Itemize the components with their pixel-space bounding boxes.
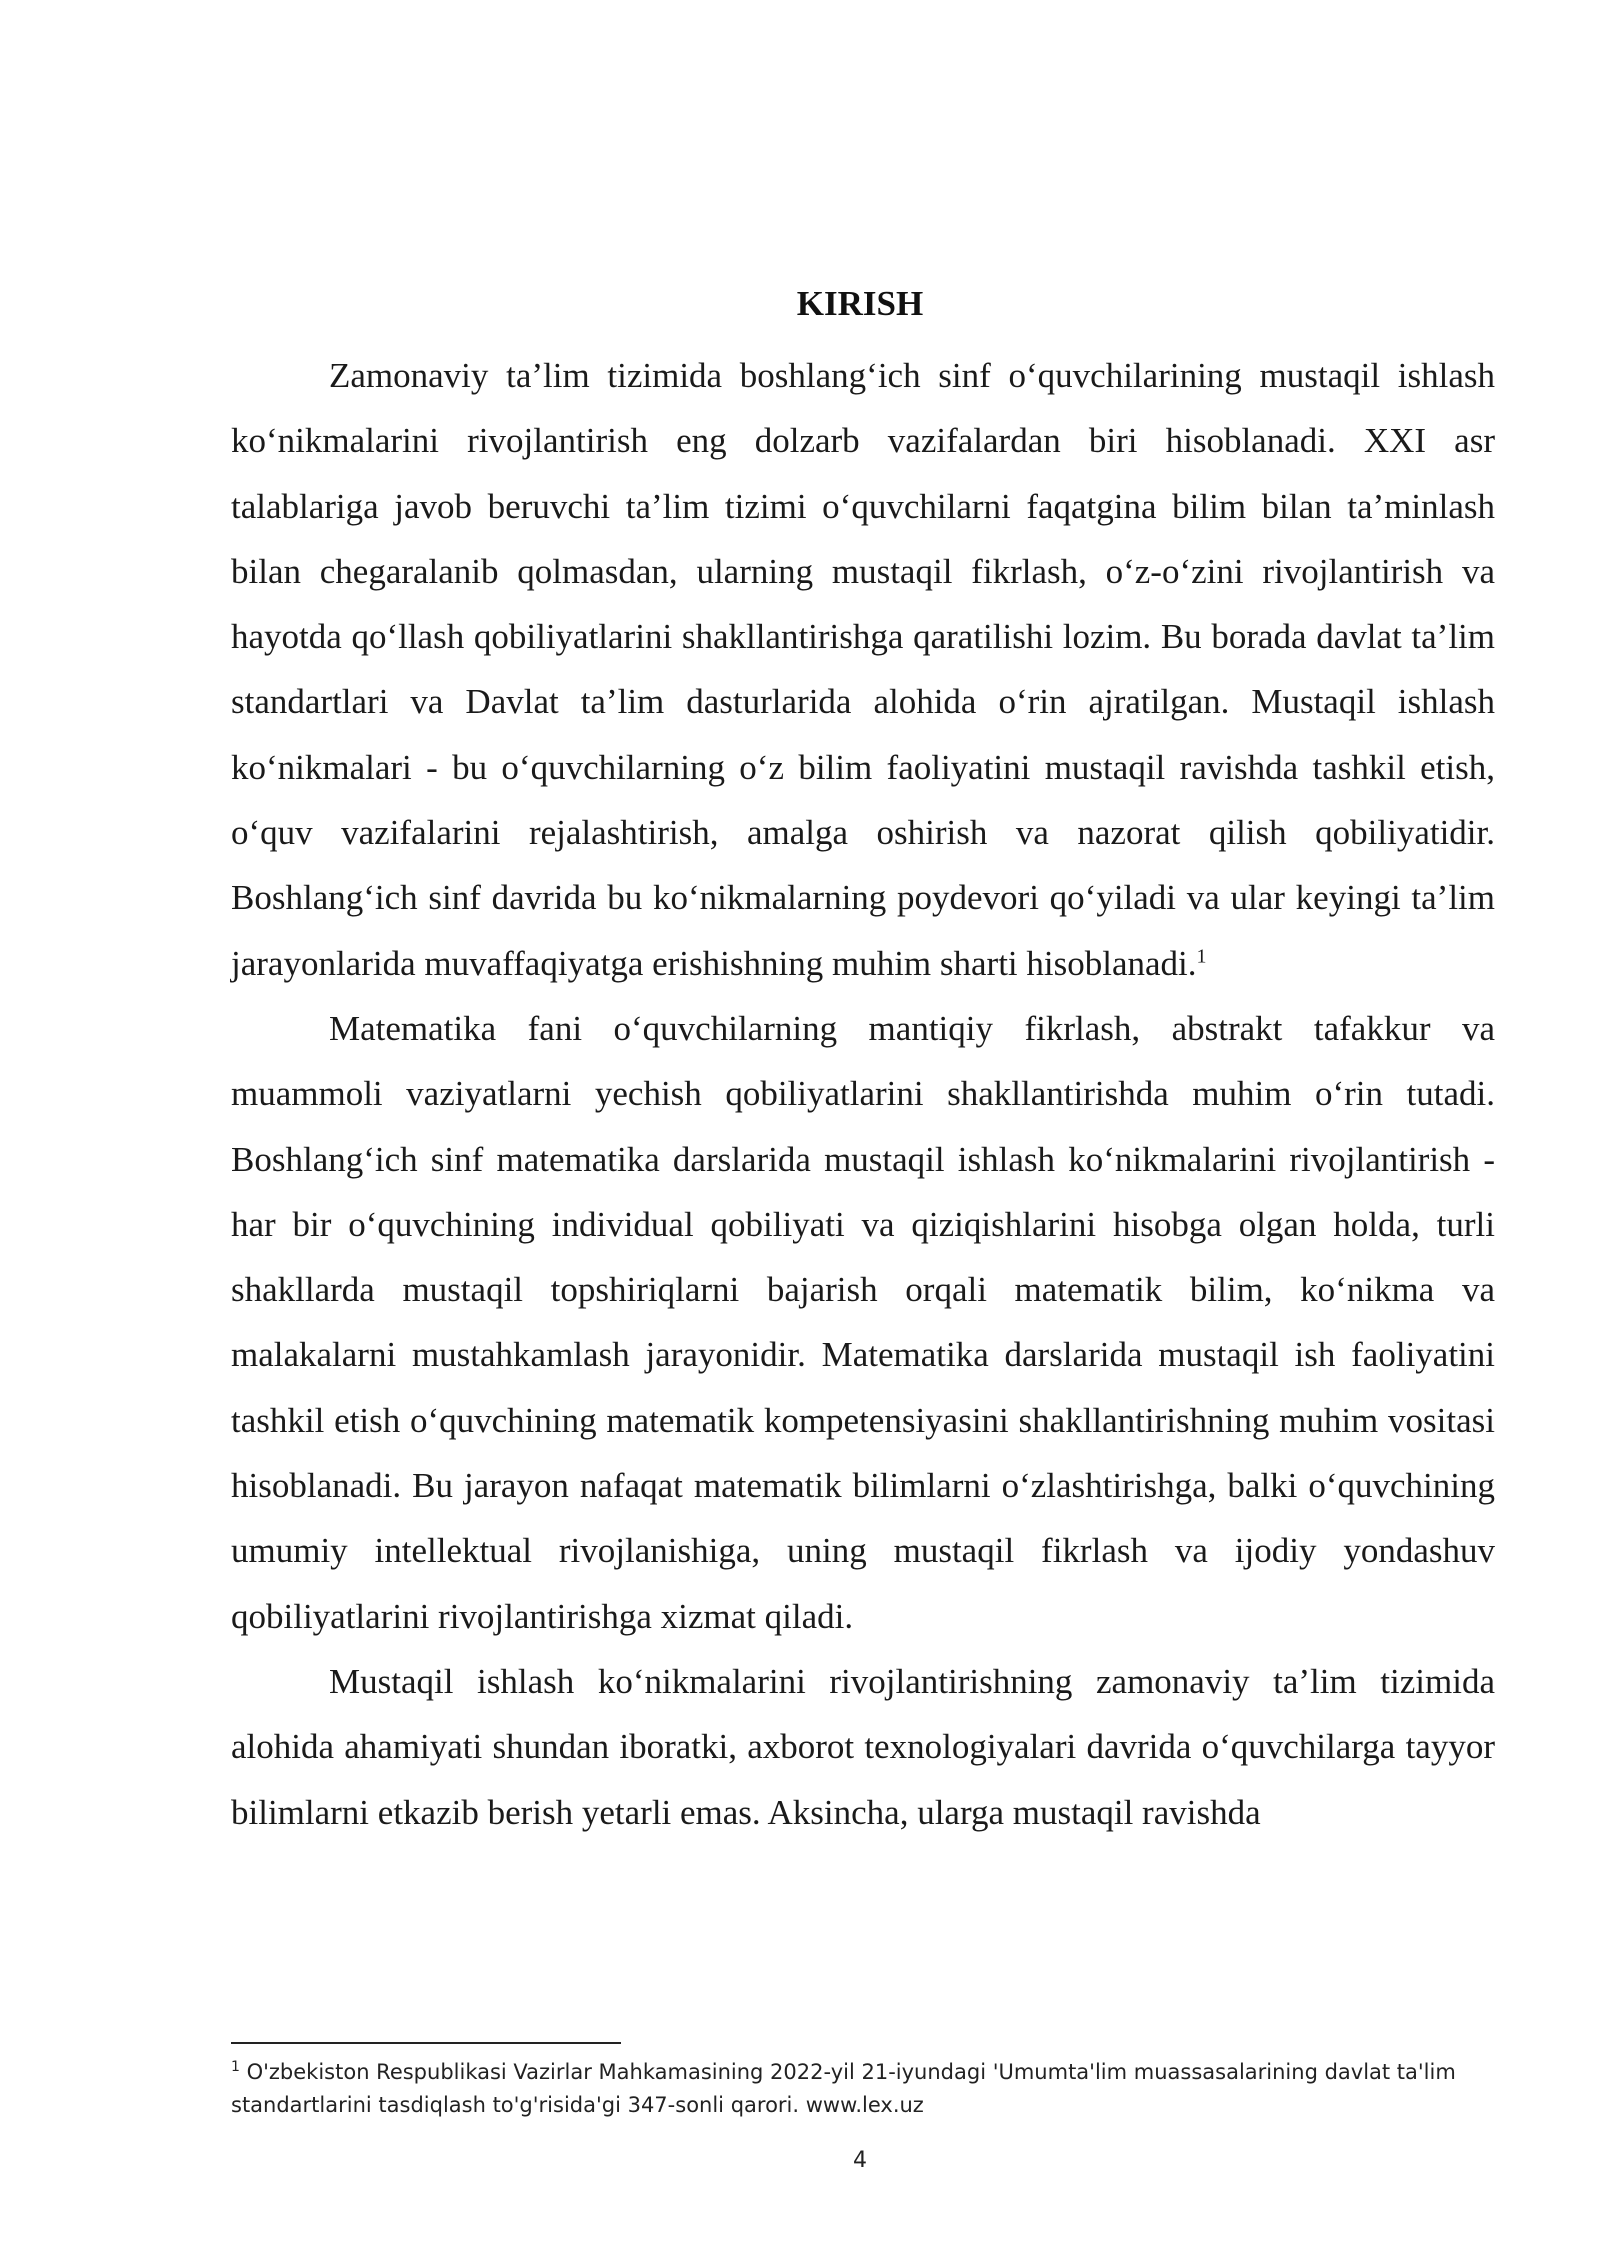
body-text bbox=[231, 343, 1495, 1845]
footnote-separator bbox=[231, 2042, 621, 2044]
paragraph-1-text: Zamonaviy ta’lim tizimida boshlang‘ich sinf o‘quvchilarining mustaqil ishlash ko‘nikmalarini rivojlantirish eng dolzarb vazifalardan biri hisoblanadi. XXI asr talablariga javob beruvchi ta’lim tizimi o‘quvchilarni faqatgina bilim bilan ta’minlash bilan chegaralanib qolmasdan, ularning mustaqil fikrlash, o‘z-o‘zini rivojlantirish va hayotda qo‘llash qobiliyatlarini shakllantirishga qaratilishi lozim. Bu borada davlat ta’lim standartlari va Davlat ta’lim dasturlarida alohida o‘rin ajratilgan. Mustaqil ishlash ko‘nikmalari - bu o‘quvchilarning o‘z bilim faoliyatini mustaqil ravishda tashkil etish, o‘quv vazifalarini rejalashtirish, amalga oshirish va nazorat qilish qobiliyatidir. Boshlang‘ich sinf davrida bu ko‘nikmalarning poydevori qo‘yiladi va ular keyingi ta’lim jarayonlarida muvaffaqiyatga erishishning muhim sharti hisoblanadi. bbox=[231, 356, 1495, 983]
footnote-marker: 1 bbox=[231, 2059, 240, 2075]
paragraph-2: Matematika fani o‘quvchilarning mantiqiy fikrlash, abstrakt tafakkur va muammoli vaziyatlarni yechish qobiliyatlarini shakllantirishda muhim o‘rin tutadi. Boshlang‘ich sinf matematika darslarida mustaqil ishlash ko‘nikmalarini rivojlantirish - har bir o‘quvchining individual qobiliyati va qiziqishlarini hisobga olgan holda, turli shakllarda mustaqil topshiriqlarni bajarish orqali matematik bilim, ko‘nikma va malakalarni mustahkamlash jarayonidir. Matematika darslarida mustaqil ish faoliyatini tashkil etish o‘quvchining matematik kompetensiyasini shakllantirishning muhim vositasi hisoblanadi. Bu jarayon nafaqat matematik bilimlarni o‘zlashtirishga, balki o‘quvchining umumiy intellektual rivojlanishiga, uning mustaqil fikrlash va ijodiy yondashuv qobiliyatlarini rivojlantirishga xizmat qiladi. bbox=[231, 1008, 1495, 1636]
paragraph-1 bbox=[231, 343, 1495, 996]
page-heading: KIRISH bbox=[796, 284, 924, 323]
paragraph-3: Mustaqil ishlash ko‘nikmalarini rivojlantirishning zamonaviy ta’lim tizimida alohida ahamiyati shundan iboratki, axborot texnologiyalari davrida o‘quvchilarga tayyor bilimlarni etkazib berish yetarli emas. Aksincha, ularga mustaqil ravishda bbox=[231, 1661, 1495, 1832]
footnote-reference[interactable]: 1 bbox=[1196, 945, 1207, 968]
page-number: 4 bbox=[853, 2148, 867, 2173]
footnote-text: O'zbekiston Respublikasi Vazirlar Mahkamasining 2022-yil 21-iyundagi 'Umumta'lim muassasalarining davlat ta'lim standartlarini tasdiqlash to'g'risida'gi 347-sonli qarori. www.lex.uz bbox=[231, 2060, 1456, 2117]
footnote bbox=[231, 2056, 1501, 2122]
